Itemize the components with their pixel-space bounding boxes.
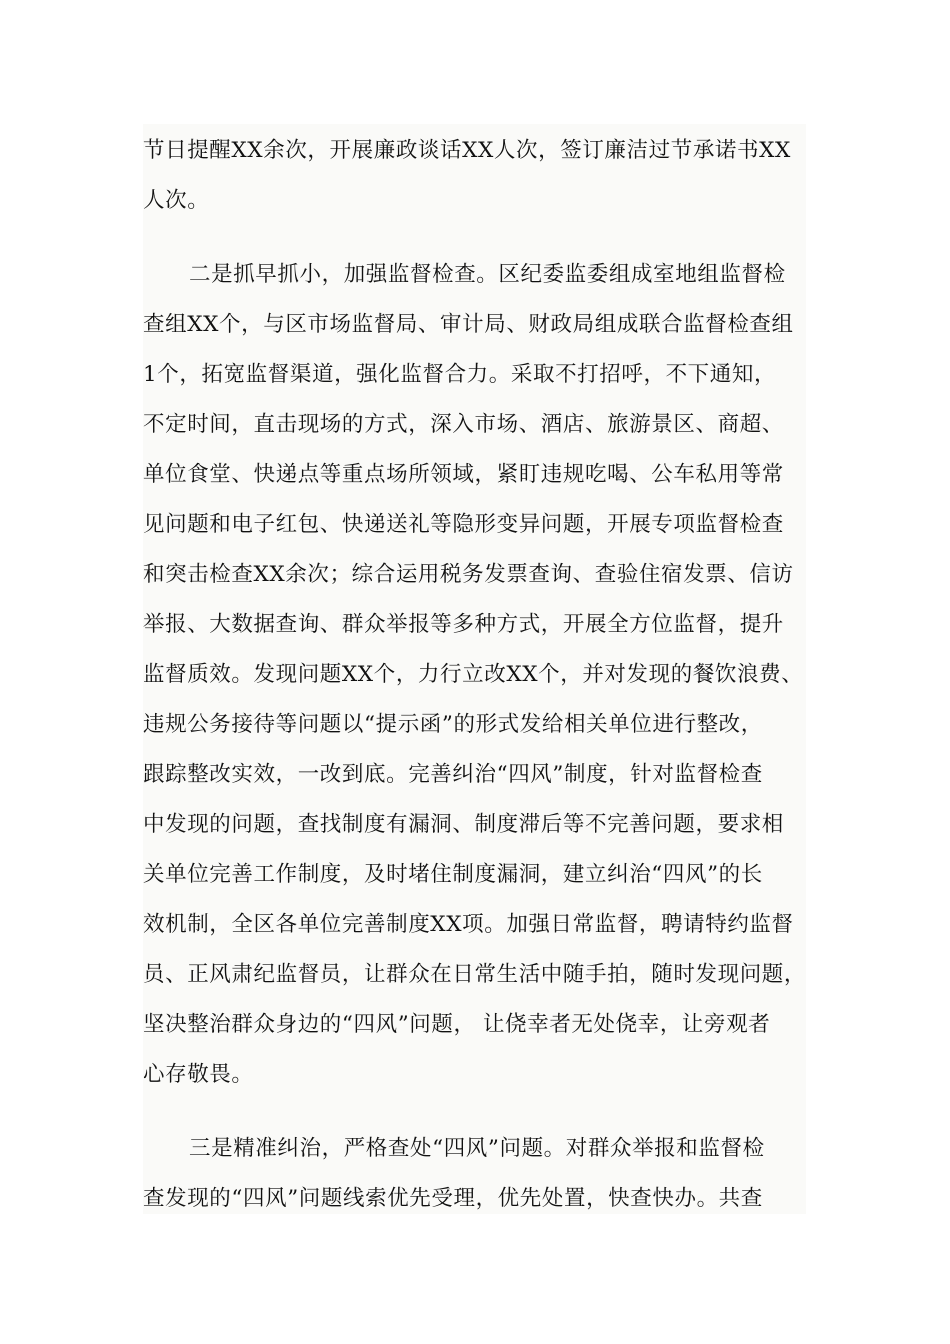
text-line: 举报、大数据查询、群众举报等多种方式，开展全方位监督，提升 <box>143 612 784 637</box>
document-body <box>143 124 806 1224</box>
text-line: 违规公务接待等问题以“提示函”的形式发给相关单位进行整改， <box>143 712 763 737</box>
text-line: 心存敬畏。 <box>143 1062 254 1087</box>
text-line: 监督质效。发现问题XX个，力行立改XX个，并对发现的餐饮浪费、 <box>143 662 804 687</box>
text-line: 三是精准纠治，严格查处“四风”问题。对群众举报和监督检 <box>189 1136 765 1161</box>
text-line: 坚决整治群众身边的“四风”问题， 让侥幸者无处侥幸，让旁观者 <box>143 1012 771 1037</box>
text-line: 关单位完善工作制度，及时堵住制度漏洞，建立纠治“四风”的长 <box>143 862 763 887</box>
text-line: 二是抓早抓小，加强监督检查。区纪委监委组成室地组监督检 <box>189 262 786 287</box>
paragraph-2 <box>143 250 806 1100</box>
text-line: 人次。 <box>143 188 210 213</box>
text-line: 查发现的“四风”问题线索优先受理，优先处置，快查快办。共查 <box>143 1186 763 1211</box>
text-line: 中发现的问题，查找制度有漏洞、制度滞后等不完善问题，要求相 <box>143 812 784 837</box>
paragraph-gap <box>143 1100 806 1124</box>
paragraph-1 <box>143 124 806 226</box>
text-line: 员、正风肃纪监督员，让群众在日常生活中随手拍，随时发现问题， <box>143 962 807 987</box>
paragraph-gap <box>143 226 806 250</box>
paragraph-3 <box>143 1124 806 1224</box>
text-line: 不定时间，直击现场的方式，深入市场、酒店、旅游景区、商超、 <box>143 412 784 437</box>
text-line: 和突击检查XX余次；综合运用税务发票查询、查验住宿发票、信访 <box>143 562 794 587</box>
text-line: 单位食堂、快递点等重点场所领域，紧盯违规吃喝、公车私用等常 <box>143 462 784 487</box>
text-line: 跟踪整改实效，一改到底。完善纠治“四风”制度，针对监督检查 <box>143 762 763 787</box>
text-line: 效机制，全区各单位完善制度XX项。加强日常监督，聘请特约监督 <box>143 912 794 937</box>
text-line: 1个，拓宽监督渠道，强化监督合力。采取不打招呼，不下通知， <box>143 362 777 387</box>
text-line: 查组XX个，与区市场监督局、审计局、财政局组成联合监督检查组 <box>143 312 794 337</box>
text-line: 节日提醒XX余次，开展廉政谈话XX人次，签订廉洁过节承诺书XX <box>143 138 791 163</box>
text-line: 见问题和电子红包、快递送礼等隐形变异问题，开展专项监督检查 <box>143 512 784 537</box>
